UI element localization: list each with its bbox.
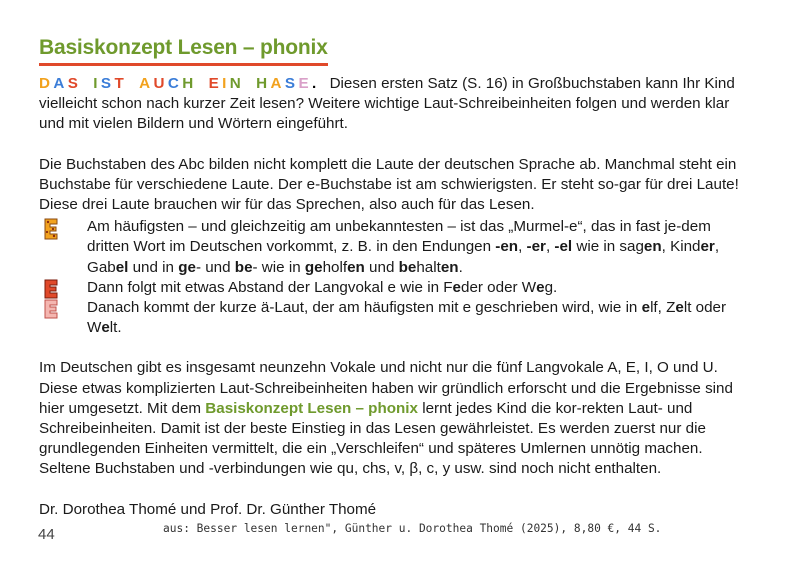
long-e-text: Dann folgt mit etwas Abstand der Langvokal e wie in Feder oder Weg. [87,278,558,296]
colored-letter: E [208,75,220,92]
source-citation: aus: Besser lesen lernen", Günther u. Dorothea Thomé (2025), 8,80 €, 44 S. [163,522,662,535]
colored-letter: N [229,75,242,92]
colored-letter: T [114,75,125,92]
list-item [39,298,743,338]
author-signature: Dr. Dorothea Thomé und Prof. Dr. Günther Thomé [39,500,377,518]
short-e-icon [39,298,87,318]
intro-paragraph [39,74,743,135]
letters-paragraph: Die Buchstaben des Abc bilden nicht komplett die Laute der deutschen Sprache ab. Manchmal steht ein Buchstabe für verschiedene Laute. Der e-Buchstabe ist am schwierigsten. Er steht so-gar für drei Laute! Diese drei Laute brauchen wir für das Sprechen, also auch für das Lesen. [39,155,739,214]
colored-letter: A [53,75,65,92]
colored-letter: S [67,75,79,92]
vowels-paragraph: Im Deutschen gibt es insgesamt neunzehn Vokale und nicht nur die fünf Langvokale A, E, I, O und U. Diese etwas komplizierten Laut-Schreibeinheiten haben wir gründlich erforscht und die Ergebnisse sind hier umgesetzt. Mit dem Basiskonzept Lesen – phonix lernt jedes Kind die kor-rekten Laut- und Schreibeinheiten. Damit ist der beste Einstieg in das Lesen gewährleistet. Es werden zuerst nur die grundlegenden Einheiten vermittelt, die ein „Verschleifen“ und späteres Umlernen unnötig machen. Seltene Buchstaben und -verbindungen wie qu, chs, v, β, c, y usw. sind noch nicht enthalten. [39,359,733,478]
page-number: 44 [38,526,55,543]
colored-letter: S [100,75,112,92]
list-item [39,278,743,298]
colored-letter: H [182,75,194,92]
long-e-icon [39,278,87,298]
colored-letter: D [39,75,51,92]
colored-letter: C [167,75,180,92]
e-sound-list [39,217,743,338]
colored-letter: A [139,75,151,92]
colored-letter: A [270,75,282,92]
colored-letter [244,74,256,94]
colored-letter: U [153,75,165,92]
colored-letter [81,74,93,94]
colored-letter: . [311,75,317,92]
colored-letter: I [222,75,227,92]
colored-letter: S [284,75,296,92]
colored-letter: H [256,75,268,92]
concept-highlight: Basiskonzept Lesen – phonix [205,399,418,417]
colored-letters-sentence [39,75,320,92]
list-item [39,217,743,278]
colored-letter: I [93,75,98,92]
intro-text: Diesen ersten Satz (S. 16) in Großbuchstaben kann Ihr Kind vielleicht schon nach kurzer Zeit lesen? Weitere wichtige Laut-Schreibeinheiten folgen und werden klar und mit vielen Bildern und Wörtern eingeführt. [39,75,735,133]
colored-letter [127,74,139,94]
colored-letter: E [298,75,309,92]
murmel-e-text: Am häufigsten – und gleichzeitig am unbekanntesten – ist das „Murmel-e“, das in fast je-dem dritten Wort im Deutschen vorkommt, z. B. in den Endungen -en, -er, -el wie in sagen, Kinder, Gabel und in ge- und be- wie in geholfen und behalten. [87,218,720,276]
page-body [39,36,743,520]
colored-letter [197,74,209,94]
short-e-text: Danach kommt der kurze ä-Laut, der am häufigsten mit e geschrieben wird, wie in elf, Zelt oder Welt. [87,299,727,337]
murmel-e-icon [39,217,87,237]
page-title: Basiskonzept Lesen – phonix [39,36,328,66]
